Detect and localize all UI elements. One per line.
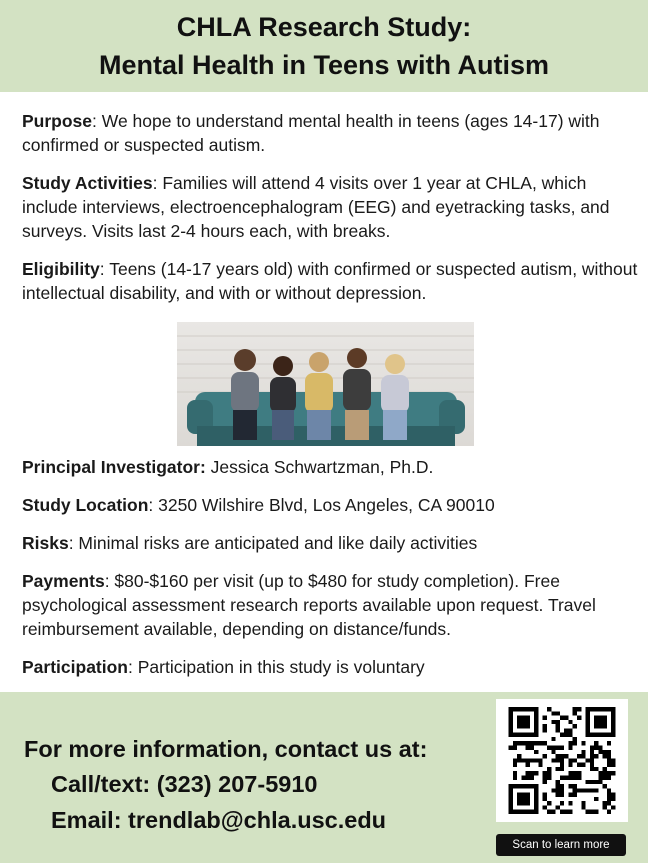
header-banner <box>0 0 648 92</box>
purpose-text: : We hope to understand mental health in teens (ages 14-17) with confirmed or suspected autism. <box>22 111 600 155</box>
contact-block <box>24 732 427 838</box>
payments-label: Payments <box>22 571 105 591</box>
qr-code-graphic <box>506 707 618 814</box>
eligibility-text: : Teens (14-17 years old) with confirmed or suspected autism, without intellectual disability, and with or without depression. <box>22 259 638 303</box>
risks-text: : Minimal risks are anticipated and like daily activities <box>68 533 478 553</box>
study-details-bottom <box>22 455 642 693</box>
email-link[interactable]: Email: trendlab@chla.usc.edu <box>51 807 387 833</box>
location-label: Study Location <box>22 495 149 515</box>
investigator-paragraph <box>22 455 642 479</box>
group-of-teens-photo <box>177 322 474 446</box>
study-details-top <box>22 109 642 319</box>
participation-label: Participation <box>22 657 128 677</box>
contact-heading: For more information, contact us at: <box>24 736 428 762</box>
investigator-label: Principal Investigator: <box>22 457 206 477</box>
photo-illustration <box>177 322 474 446</box>
purpose-paragraph <box>22 109 642 157</box>
qr-code-icon[interactable] <box>496 699 628 822</box>
eligibility-label: Eligibility <box>22 259 100 279</box>
location-text: : 3250 Wilshire Blvd, Los Angeles, CA 90010 <box>148 495 495 515</box>
activities-label: Study Activities <box>22 173 153 193</box>
activities-text: : Families will attend 4 visits over 1 year at CHLA, which include interviews, electroencephalogram (EEG) and eyetracking tasks, and surveys. Visits last 2-4 hours each, with breaks. <box>22 173 610 241</box>
qr-caption: Scan to learn more <box>496 834 626 856</box>
risks-label: Risks <box>22 533 69 553</box>
investigator-text: Jessica Schwartzman, Ph.D. <box>205 457 434 477</box>
risks-paragraph <box>22 531 642 555</box>
purpose-label: Purpose <box>22 111 93 131</box>
contact-footer <box>0 692 648 863</box>
payments-text: : $80-$160 per visit (up to $480 for study completion). Free psychological assessment research reports available upon request. Travel reimbursement available, depending on distance/funds. <box>22 571 596 639</box>
participation-text: : Participation in this study is voluntary <box>128 657 425 677</box>
title-line-1: CHLA Research Study: <box>176 12 472 42</box>
payments-paragraph <box>22 569 642 641</box>
phone-link[interactable]: Call/text: (323) 207-5910 <box>51 771 318 797</box>
activities-paragraph <box>22 171 642 243</box>
eligibility-paragraph <box>22 257 642 305</box>
participation-paragraph <box>22 655 642 679</box>
location-paragraph <box>22 493 642 517</box>
title-line-2: Mental Health in Teens with Autism <box>98 50 550 80</box>
